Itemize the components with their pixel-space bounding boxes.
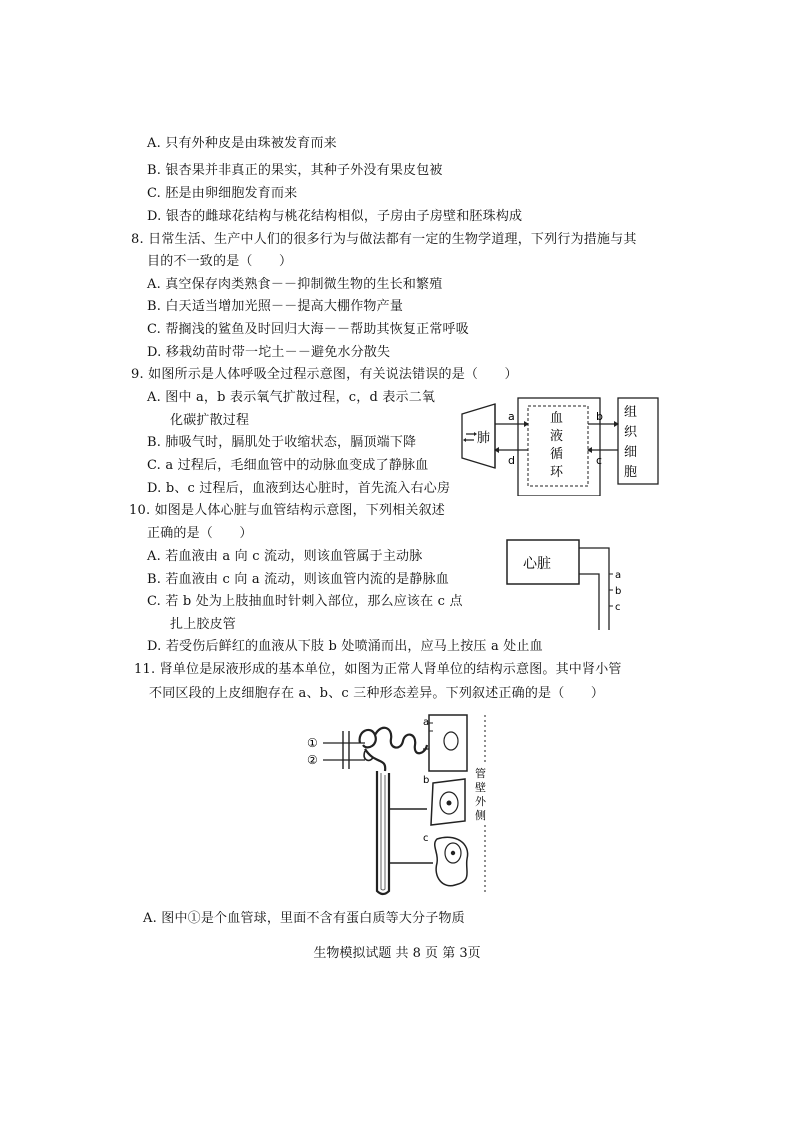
blood-char-2: 液 (550, 429, 564, 444)
cell-c (435, 837, 468, 886)
q7-option-c: C. 胚是由卵细胞发育而来 (147, 186, 298, 201)
q9-stem: 9. 如图所示是人体呼吸全过程示意图，有关说法错误的是（ ） (131, 367, 518, 382)
q9-option-c: C. a 过程后，毛细血管中的动脉血变成了静脉血 (147, 458, 429, 473)
label-c: c (596, 454, 603, 467)
vessel-inner (579, 574, 599, 630)
q9-option-a-line2: 化碳扩散过程 (170, 413, 250, 428)
glomerulus-convoluted (360, 728, 427, 771)
label-b: b (596, 410, 603, 423)
q7-option-a: A. 只有外种皮是由珠被发育而来 (147, 136, 337, 151)
side-char-1: 管 (475, 767, 486, 780)
q9-option-b: B. 肺吸气时，膈肌处于收缩状态，膈顶端下降 (147, 435, 417, 450)
lung-label: 肺 (477, 431, 491, 446)
q10-option-c-line1: C. 若 b 处为上肢抽血时针刺入部位，那么应该在 c 点 (147, 594, 463, 609)
tissue-char-2: 织 (624, 425, 638, 440)
q9-option-a-line1: A. 图中 a，b 表示氧气扩散过程，c，d 表示二氧 (147, 390, 436, 405)
q10-option-a: A. 若血液由 a 向 c 流动，则该血管属于主动脉 (147, 549, 423, 564)
blood-char-1: 血 (550, 411, 564, 426)
page-footer: 生物模拟试题 共 8 页 第 3页 (313, 946, 481, 961)
arrow-a (524, 421, 529, 427)
loop-of-henle (377, 771, 389, 894)
q8-option-d: D. 移栽幼苗时带一坨土－－避免水分散失 (147, 345, 391, 360)
tissue-char-1: 组 (624, 405, 638, 420)
label-circle-2: ② (307, 753, 318, 767)
cell-a-label: a (423, 717, 430, 728)
q10-stem-line1: 10. 如图是人体心脏与血管结构示意图，下列相关叙述 (129, 503, 446, 518)
cell-a (429, 715, 467, 771)
q8-option-a: A. 真空保存肉类熟食－－抑制微生物的生长和繁殖 (147, 277, 443, 292)
blood-char-4: 环 (550, 465, 564, 480)
q10-option-b: B. 若血液由 c 向 a 流动，则该血管内流的是静脉血 (147, 572, 449, 587)
q10-option-d: D. 若受伤后鲜红的血液从下肢 b 处喷涌而出，应马上按压 a 处止血 (147, 639, 543, 654)
vessel-outer (579, 548, 609, 630)
q8-option-c: C. 帮搁浅的鲨鱼及时回归大海－－帮助其恢复正常呼吸 (147, 322, 469, 337)
q8-stem-line1: 8. 日常生活、生产中人们的很多行为与做法都有一定的生物学道理，下列行为措施与其 (131, 232, 637, 247)
cell-b-label: b (423, 775, 430, 786)
respiration-diagram (460, 396, 660, 496)
q11-option-a: A. 图中①是个血管球，里面不含有蛋白质等大分子物质 (143, 911, 465, 926)
tissue-char-3: 细 (624, 445, 638, 460)
vessel-label-c: c (615, 602, 621, 613)
q7-option-d: D. 银杏的雌球花结构与桃花结构相似，子房由子房壁和胚珠构成 (147, 209, 523, 224)
label-circle-1: ① (307, 736, 318, 750)
q7-option-b: B. 银杏果并非真正的果实，其种子外没有果皮包被 (147, 163, 443, 178)
label-d: d (508, 454, 515, 467)
q11-stem-line1: 11. 肾单位是尿液形成的基本单位，如图为正常人肾单位的结构示意图。其中肾小管 (134, 662, 622, 677)
cell-c-label: c (423, 833, 429, 844)
side-char-4: 侧 (475, 809, 486, 822)
q8-stem-line2: 目的不一致的是（ ） (147, 254, 293, 269)
q11-stem-line2: 不同区段的上皮细胞存在 a、b、c 三种形态差异。下列叙述正确的是（ ） (149, 686, 605, 701)
q9-option-d: D. b、c 过程后，血液到达心脏时，首先流入右心房 (147, 481, 451, 496)
label-a: a (508, 410, 515, 423)
q10-option-c-line2: 扎上胶皮管 (170, 617, 237, 632)
vessel-label-a: a (615, 570, 622, 581)
heart-label: 心脏 (523, 556, 551, 572)
nephron-diagram (305, 713, 495, 898)
blood-char-3: 循 (550, 447, 564, 462)
q10-stem-line2: 正确的是（ ） (147, 526, 253, 541)
q8-option-b: B. 白天适当增加光照－－提高大棚作物产量 (147, 299, 404, 314)
side-char-2: 壁 (475, 781, 486, 794)
heart-vessel-diagram (505, 538, 635, 630)
tissue-char-4: 胞 (624, 465, 638, 480)
vessel-label-b: b (615, 586, 622, 597)
side-char-3: 外 (475, 795, 486, 808)
